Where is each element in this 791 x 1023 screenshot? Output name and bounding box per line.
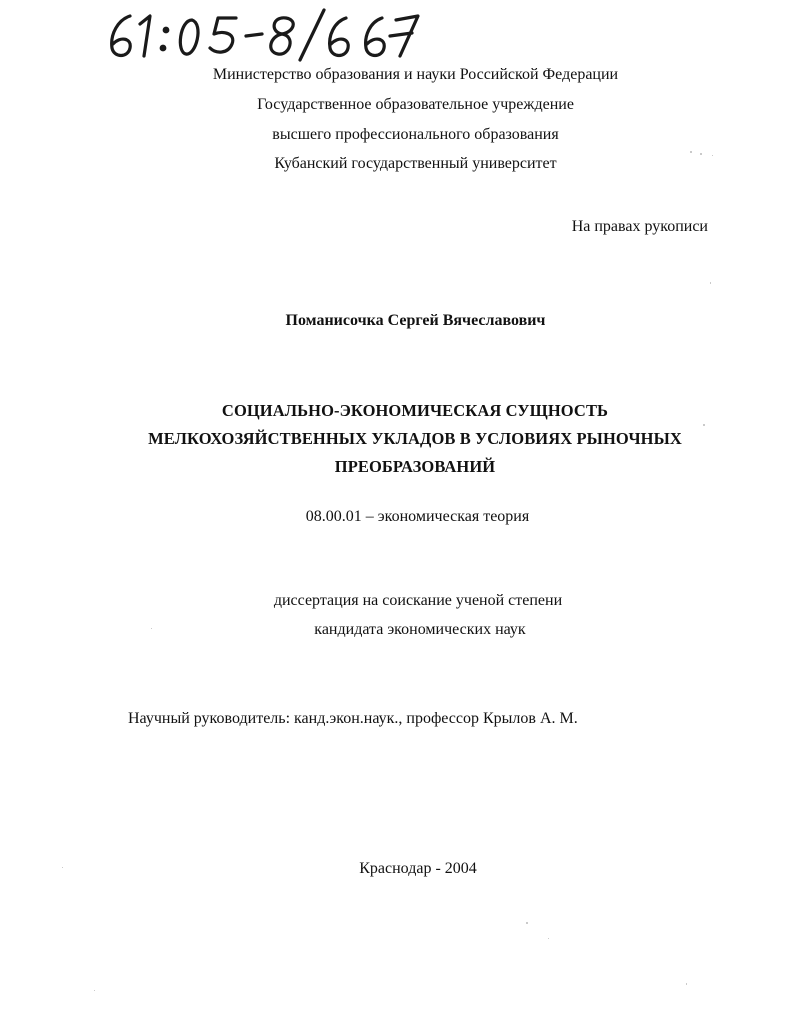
scan-speck (710, 282, 711, 284)
university-name: Кубанский государственный университет (274, 155, 557, 172)
scan-speck (703, 424, 705, 426)
dissertation-title-line-2: МЕЛКОХОЗЯЙСТВЕННЫХ УКЛАДОВ В УСЛОВИЯХ РЫНОЧНЫХ (148, 429, 682, 448)
scan-speck (690, 151, 692, 153)
author-name: Поманисочка Сергей Вячеславович (285, 312, 546, 329)
scientific-supervisor: Научный руководитель: канд.экон.наук., профессор Крылов А. М. (128, 710, 578, 727)
degree-statement-line-2: кандидата экономических наук (314, 621, 526, 638)
dissertation-title-line-3: ПРЕОБРАЗОВАНИЙ (334, 457, 496, 476)
scan-speck (94, 990, 95, 991)
speciality-code: 08.00.01 – экономическая теория (305, 508, 530, 525)
degree-statement-line-1: диссертация на соискание ученой степени (273, 592, 563, 609)
scan-speck (151, 628, 152, 629)
institution-type: Государственное образовательное учреждение (257, 96, 574, 113)
scan-speck (548, 938, 549, 939)
scan-speck (712, 155, 713, 156)
scan-speck (526, 922, 528, 924)
ministry-name: Министерство образования и науки Российской Федерации (212, 66, 619, 83)
city-and-year: Краснодар - 2004 (359, 860, 477, 877)
scan-speck (62, 867, 63, 868)
scan-speck (700, 153, 702, 155)
dissertation-title-line-1: СОЦИАЛЬНО-ЭКОНОМИЧЕСКАЯ СУЩНОСТЬ (221, 401, 609, 420)
scan-speck (686, 983, 687, 985)
handwritten-number-drawing (100, 6, 430, 64)
manuscript-rights-note: На правах рукописи (571, 218, 708, 235)
handwritten-catalog-number (100, 6, 430, 64)
education-level: высшего профессионального образования (272, 126, 559, 143)
